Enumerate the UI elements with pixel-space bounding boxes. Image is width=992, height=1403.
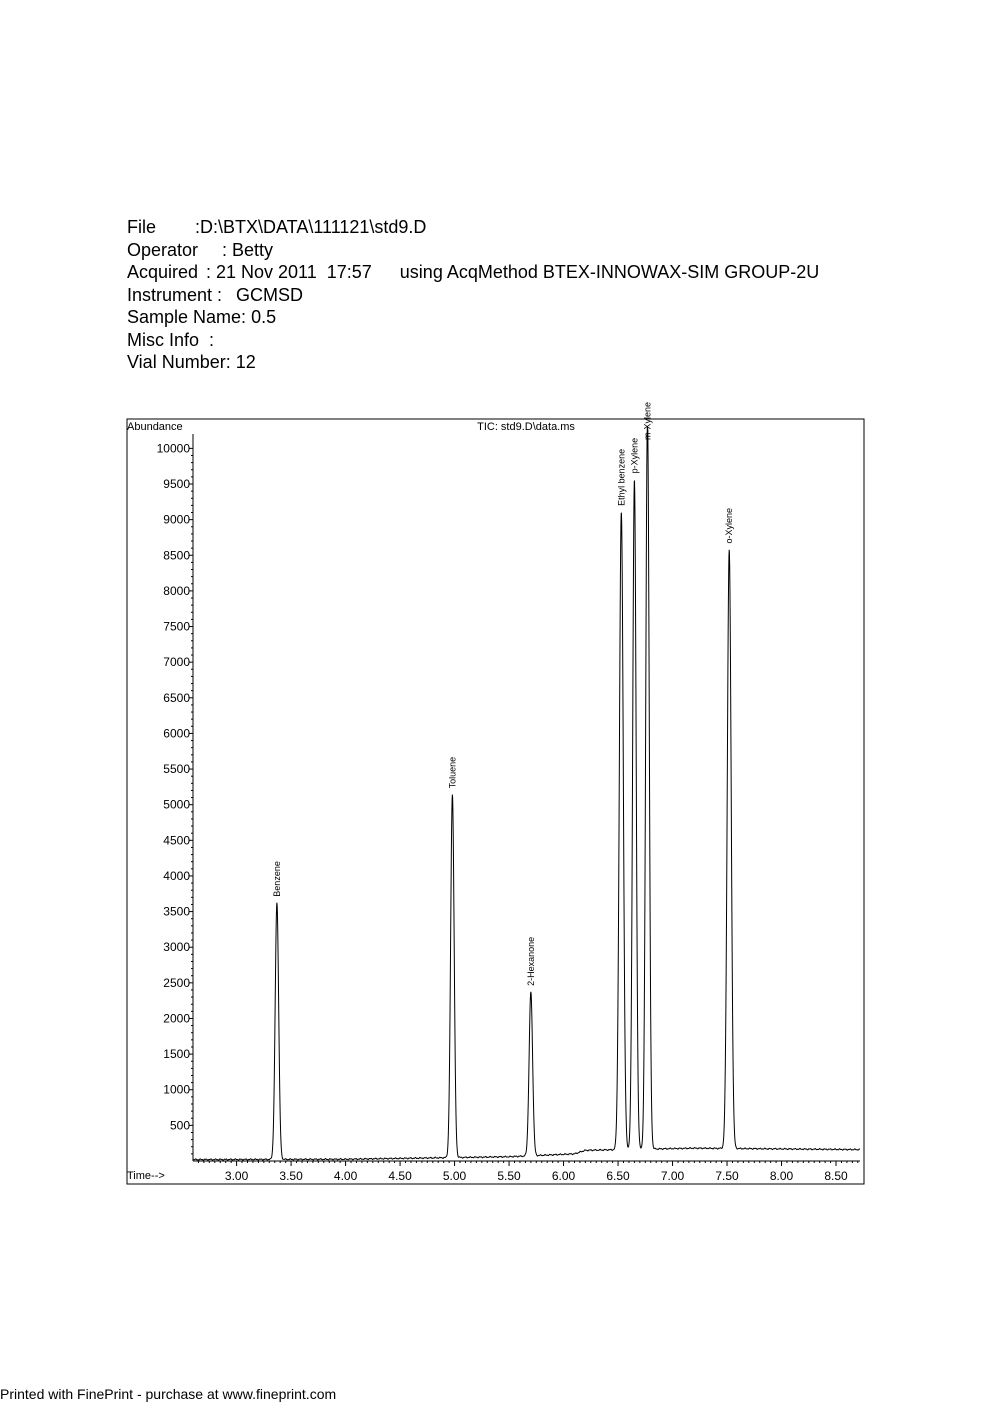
y-tick-label: 3500 — [163, 904, 190, 919]
y-tick-label: 500 — [169, 1118, 190, 1133]
x-tick-label: 4.50 — [388, 1169, 412, 1183]
chart-title: TIC: std9.D\data.ms — [477, 421, 575, 433]
instrument-label: Instrument : — [127, 284, 223, 305]
y-tick-label: 2500 — [163, 975, 190, 990]
misc-info-label: Misc Info : — [127, 329, 215, 350]
x-tick-label: 6.00 — [551, 1169, 576, 1183]
vial-number-value: 12 — [235, 352, 256, 372]
y-tick-label: 5000 — [163, 797, 190, 812]
y-tick-label: 1000 — [163, 1082, 190, 1097]
y-tick-label: 6000 — [163, 726, 190, 741]
peak-label: m-Xylene — [642, 401, 653, 440]
y-tick-label: 4500 — [163, 833, 190, 848]
peak-label: Benzene — [271, 861, 282, 897]
y-tick-label: 3000 — [163, 940, 190, 955]
y-tick-label: 9500 — [163, 477, 190, 492]
x-tick-label: 3.50 — [279, 1169, 303, 1183]
y-axis-label: Abundance — [127, 421, 183, 433]
operator-label: Operator — [127, 239, 199, 260]
vial-number-label: Vial Number: — [127, 352, 231, 372]
acquired-value: : 21 Nov 2011 17:57 — [206, 262, 372, 282]
y-tick-label: 1500 — [163, 1047, 190, 1062]
file-label: File — [127, 217, 157, 237]
x-tick-label: 8.50 — [824, 1169, 848, 1183]
x-axis-label: Time--> — [127, 1170, 165, 1182]
plot-frame — [127, 419, 864, 1184]
y-tick-label: 4000 — [163, 868, 190, 883]
peak-label: p-Xylene — [629, 437, 640, 474]
y-tick-label: 8000 — [163, 583, 190, 598]
y-tick-label: 8500 — [163, 548, 190, 563]
y-ticks — [157, 441, 193, 1153]
footer-note: Printed with FinePrint - purchase at www.fineprint.com — [0, 1386, 337, 1402]
acquisition-method: using AcqMethod BTEX-INNOWAX-SIM GROUP-2U — [399, 262, 820, 282]
y-tick-label: 7000 — [163, 655, 190, 670]
y-tick-label: 5500 — [163, 762, 190, 777]
y-tick-label: 7500 — [163, 619, 190, 634]
sample-name-value: 0.5 — [251, 307, 277, 327]
x-tick-label: 5.00 — [442, 1169, 467, 1183]
peak-label: o-Xylene — [724, 507, 735, 544]
x-tick-label: 8.00 — [769, 1169, 794, 1183]
x-tick-label: 3.00 — [224, 1169, 249, 1183]
operator-value: : Betty — [222, 239, 274, 260]
x-tick-label: 5.50 — [497, 1169, 521, 1183]
peak-labels — [272, 402, 734, 986]
instrument-value: GCMSD — [236, 284, 303, 305]
x-tick-label: 6.50 — [606, 1169, 630, 1183]
acquired-label: Acquired — [127, 262, 199, 282]
y-tick-label: 6500 — [163, 690, 190, 705]
y-tick-label: 2000 — [163, 1011, 190, 1026]
sample-name-label: Sample Name: — [127, 307, 247, 327]
x-ticks — [198, 1161, 857, 1183]
x-tick-label: 4.00 — [333, 1169, 358, 1183]
peak-label: 2-Hexanone — [525, 936, 536, 986]
y-tick-label: 9000 — [163, 512, 190, 527]
y-tick-label: 10000 — [156, 441, 190, 456]
file-value: :D:\BTX\DATA\111121\std9.D — [195, 217, 427, 237]
tic-trace — [193, 427, 860, 1160]
peak-label: Toluene — [447, 756, 458, 789]
x-tick-label: 7.00 — [660, 1169, 685, 1183]
peak-label: Ethyl benzene — [616, 448, 627, 506]
x-tick-label: 7.50 — [715, 1169, 739, 1183]
